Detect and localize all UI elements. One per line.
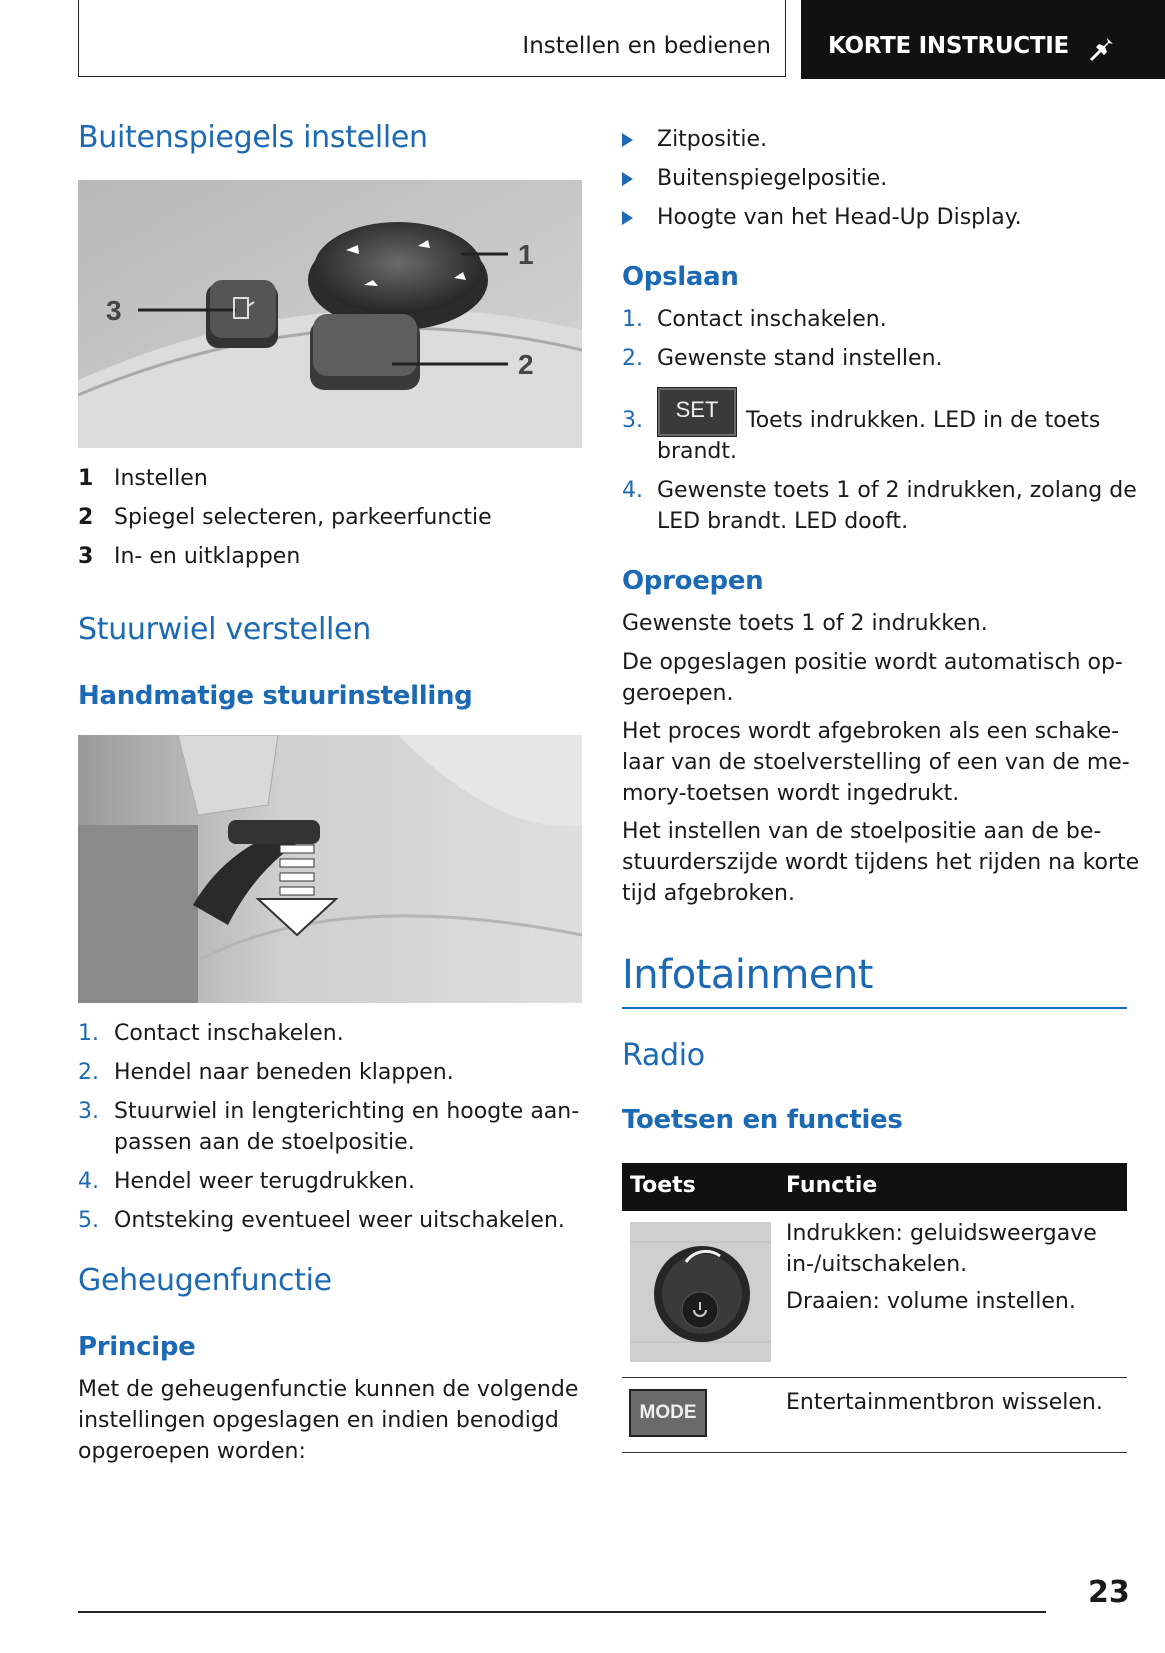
- set-key: [657, 387, 737, 437]
- step-number: 5.: [78, 1208, 99, 1233]
- pin-icon: [1087, 34, 1117, 64]
- legend-item: [78, 463, 208, 494]
- page-number: 23: [1088, 1575, 1130, 1610]
- text-line: De opgeslagen positie wordt automatisch op-: [622, 650, 1123, 675]
- memory-title: Geheugenfunctie: [78, 1263, 332, 1298]
- table-cell-function: Draaien: volume instellen.: [786, 1289, 1076, 1314]
- step-text: Toets indrukken. LED in de toets: [746, 408, 1101, 433]
- step-text: Ontsteking eventueel weer uitschakelen.: [114, 1208, 565, 1233]
- text-line: mory-toetsen wordt ingedrukt.: [622, 781, 960, 806]
- principle-text: [78, 1374, 578, 1467]
- recall-paragraph: [622, 608, 988, 639]
- table-cell-function: Entertainmentbron wisselen.: [786, 1390, 1103, 1415]
- step-text: Stuurwiel in lengterichting en hoogte aan-: [114, 1099, 580, 1124]
- text-line: Indrukken: geluidsweergave: [786, 1221, 1097, 1246]
- callout-2: 2: [518, 349, 534, 380]
- step-number: 2.: [78, 1060, 99, 1085]
- step-number: 3.: [622, 408, 643, 433]
- list-item: [78, 1018, 344, 1049]
- list-item: [78, 1205, 565, 1236]
- text-line: opgeroepen worden:: [78, 1439, 306, 1464]
- text-line: Met de geheugenfunctie kunnen de volgende: [78, 1377, 579, 1402]
- steering-title: Stuurwiel verstellen: [78, 612, 371, 647]
- step-number: 1.: [622, 307, 643, 332]
- mirror-controls-illustration: [78, 180, 582, 448]
- radio-title: Radio: [622, 1038, 705, 1073]
- legend-text: Spiegel selecteren, parkeerfunctie: [114, 505, 492, 530]
- step-text: Hendel naar beneden klappen.: [114, 1060, 454, 1085]
- steering-lever-figure: [78, 735, 582, 1003]
- legend-number: 3: [78, 544, 94, 569]
- step-text: LED brandt. LED dooft.: [657, 509, 909, 534]
- list-item: [78, 1057, 454, 1088]
- legend-number: 1: [78, 466, 94, 491]
- list-item: [622, 304, 887, 335]
- callout-3: 3: [106, 295, 122, 326]
- table-header: [622, 1163, 1127, 1211]
- bullet-triangle-icon: [622, 133, 633, 147]
- recall-paragraph: [622, 816, 1139, 909]
- list-item: [622, 163, 887, 194]
- table-bottom-rule: [622, 1452, 1127, 1453]
- list-item: [622, 124, 767, 155]
- header-chapter-tab: [801, 0, 1165, 79]
- list-item: [622, 343, 943, 374]
- text-line: Gewenste toets 1 of 2 indrukken.: [622, 611, 988, 636]
- list-item: [78, 1166, 415, 1197]
- footer-rule: [78, 1611, 1046, 1613]
- step-number: 1.: [78, 1021, 99, 1046]
- keys-functions-title: Toetsen en functies: [622, 1105, 903, 1135]
- table-cell-function: [786, 1218, 1097, 1280]
- mirror-controls-figure: [78, 180, 582, 448]
- step-text: passen aan de stoelpositie.: [114, 1130, 415, 1155]
- table-header-function: Functie: [786, 1173, 878, 1198]
- bullet-text: Buitenspiegelpositie.: [657, 166, 888, 191]
- infotainment-title: Infotainment: [622, 952, 873, 998]
- step-number: 4.: [78, 1169, 99, 1194]
- bullet-text: Zitpositie.: [657, 127, 768, 152]
- step-text: brandt.: [657, 439, 738, 464]
- list-item: [78, 1096, 579, 1158]
- mirrors-title: Buitenspiegels instellen: [78, 120, 428, 155]
- text-line: Het instellen van de stoelpositie aan de be-: [622, 819, 1102, 844]
- table-header-key: Toets: [630, 1173, 696, 1198]
- text-line: tijd afgebroken.: [622, 881, 795, 906]
- set-key-label: SET: [675, 397, 719, 422]
- legend-item: [78, 502, 492, 533]
- header-section-box: [78, 0, 786, 77]
- legend-text: Instellen: [114, 466, 208, 491]
- text-line: stuurderszijde wordt tijdens het rijden na korte: [622, 850, 1140, 875]
- step-text: Contact inschakelen.: [657, 307, 887, 332]
- text-line: laar van de stoelverstelling of een van de me-: [622, 750, 1130, 775]
- legend-text: In- en uitklappen: [114, 544, 301, 569]
- list-item: [622, 475, 1137, 537]
- legend-item: [78, 541, 300, 572]
- text-line: geroepen.: [622, 681, 734, 706]
- bullet-triangle-icon: [622, 211, 633, 225]
- step-text: Contact inschakelen.: [114, 1021, 344, 1046]
- recall-title: Oproepen: [622, 566, 764, 596]
- header-section-title: Instellen en bedienen: [522, 33, 771, 59]
- text-line: Het proces wordt afgebroken als een schake-: [622, 719, 1120, 744]
- section-rule: [622, 1007, 1127, 1009]
- bullet-text: Hoogte van het Head-Up Display.: [657, 205, 1022, 230]
- recall-paragraph: [622, 647, 1123, 709]
- step-text: Gewenste stand instellen.: [657, 346, 943, 371]
- mode-key-label: MODE: [639, 1402, 697, 1423]
- bullet-triangle-icon: [622, 172, 633, 186]
- step-number: 3.: [78, 1099, 99, 1124]
- list-item: [622, 202, 1022, 233]
- step-text: Hendel weer terugdrukken.: [114, 1169, 415, 1194]
- volume-knob-image: [630, 1222, 771, 1362]
- callout-1: 1: [518, 239, 534, 270]
- save-title: Opslaan: [622, 262, 739, 292]
- text-line: instellingen opgeslagen en indien benodigd: [78, 1408, 559, 1433]
- principle-title: Principe: [78, 1332, 196, 1362]
- step-number: 4.: [622, 478, 643, 503]
- table-row-divider: [622, 1377, 1127, 1378]
- step-text: Gewenste toets 1 of 2 indrukken, zolang de: [657, 478, 1137, 503]
- manual-steering-title: Handmatige stuurinstelling: [78, 681, 473, 711]
- text-line: in-/uitschakelen.: [786, 1252, 968, 1277]
- header-chapter-title: KORTE INSTRUCTIE: [828, 33, 1069, 59]
- recall-paragraph: [622, 716, 1130, 809]
- mode-key: [629, 1389, 707, 1437]
- legend-number: 2: [78, 505, 94, 530]
- steering-lever-illustration: [78, 735, 582, 1003]
- step-number: 2.: [622, 346, 643, 371]
